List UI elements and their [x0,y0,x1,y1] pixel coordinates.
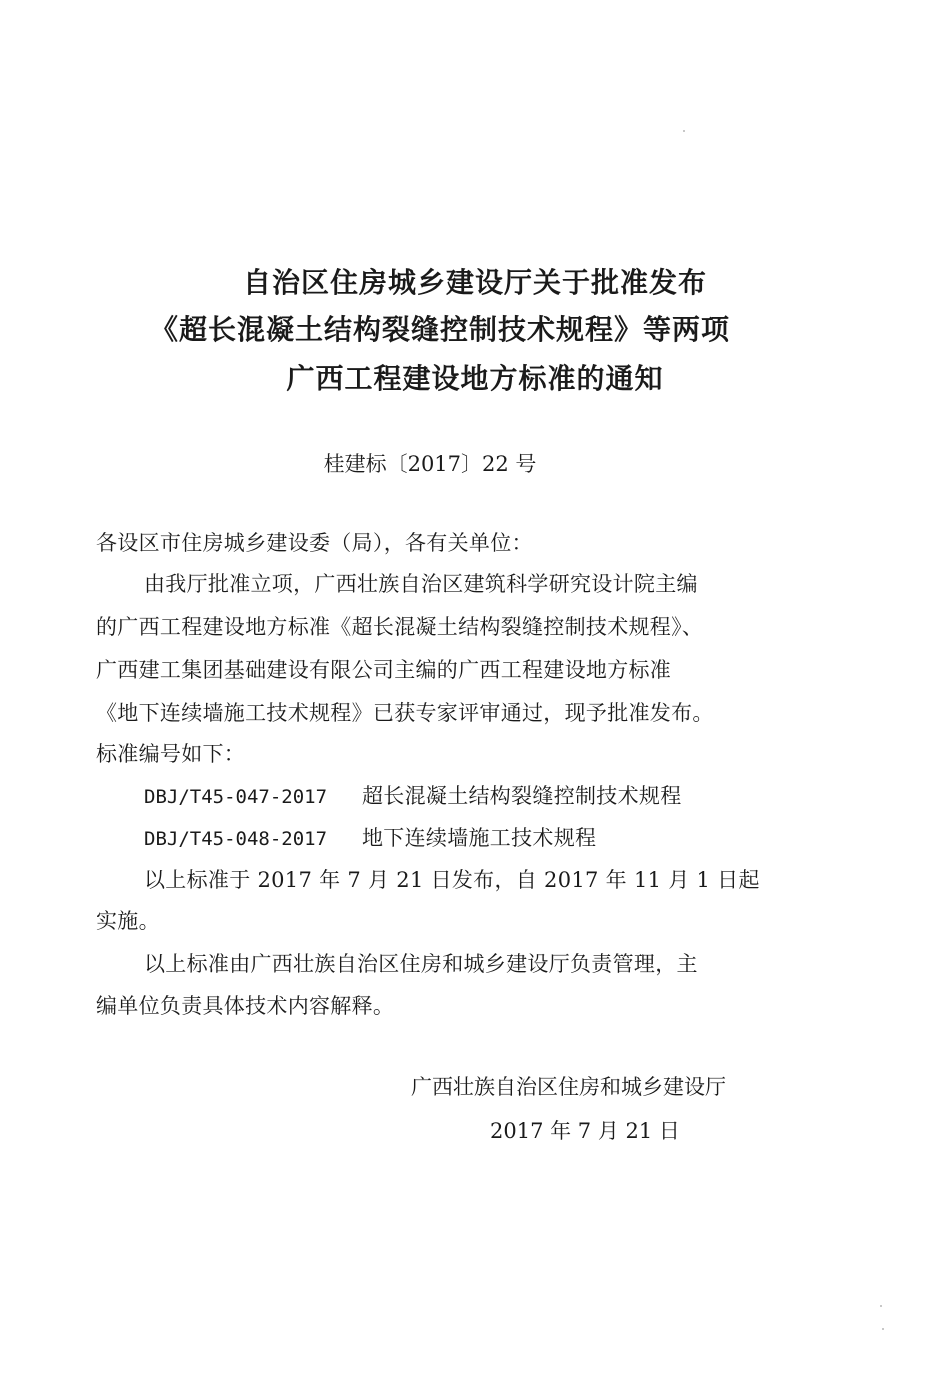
addressee: 各设区市住房城乡建设委（局），各有关单位： [96,531,533,555]
paragraph-1-line-2: 的广西工程建设地方标准《超长混凝土结构裂缝控制技术规程》、 [96,615,704,639]
issuing-organization: 广西壮族自治区住房和城乡建设厅 [411,1075,726,1099]
notice-title-line-3: 广西工程建设地方标准的通知 [286,362,664,395]
standard-item [144,822,596,855]
paragraph-1-line-3: 广西建工集团基础建设有限公司主编的广西工程建设地方标准 [96,658,672,682]
standard-name: 地下连续墙施工技术规程 [362,826,597,850]
paragraph-3-line-2: 编单位负责具体技术内容解释。 [96,994,395,1018]
standard-item [144,780,682,813]
paragraph-3-line-1: 以上标准由广西壮族自治区住房和城乡建设厅负责管理，主 [144,952,698,976]
notice-title-line-1: 自治区住房城乡建设厅关于批准发布 [242,266,707,299]
paragraph-2-line-1: 以上标准于 2017 年 7 月 21 日发布，自 2017 年 11 月 1 日起 [144,868,760,892]
paragraph-2-line-2: 实施。 [96,909,160,933]
standard-code: DBJ/T45-048-2017 [144,828,328,850]
notice-title-line-2: 《超长混凝土结构裂缝控制技术规程》等两项 [149,313,730,346]
issue-date: 2017 年 7 月 21 日 [490,1119,680,1143]
scan-speck [683,130,685,132]
paragraph-1-line-1: 由我厅批准立项，广西壮族自治区建筑科学研究设计院主编 [144,572,698,596]
standard-code: DBJ/T45-047-2017 [144,786,328,808]
standard-name: 超长混凝土结构裂缝控制技术规程 [362,784,682,808]
scan-speck [880,1305,882,1307]
paragraph-1-line-4: 《地下连续墙施工技术规程》已获专家评审通过，现予批准发布。 [96,701,714,725]
paragraph-1-line-5: 标准编号如下： [96,742,246,766]
document-number: 桂建标〔2017〕22 号 [323,452,537,476]
scan-speck [882,1328,884,1330]
